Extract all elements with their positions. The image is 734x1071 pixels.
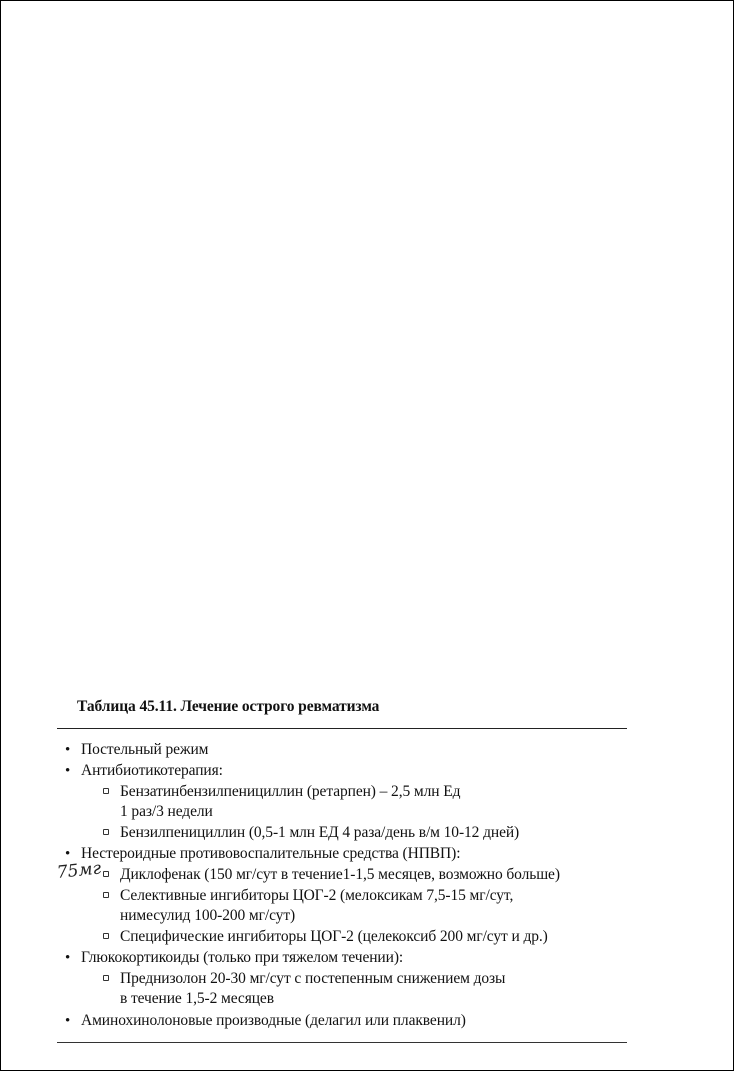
list-item-aminoquinolines: Аминохинолоновые производные (делагил или плаквенил) xyxy=(81,1012,466,1029)
sub-item-benzathine-line2: 1 раз/3 недели xyxy=(120,803,213,820)
sub-item-diclofenac: Диклофенак (150 мг/сут в течение1-1,5 месяцев, возможно больше) xyxy=(120,866,560,883)
sub-item-benzathine-line1: Бензатинбензилпенициллин (ретарпен) – 2,5 млн Ед xyxy=(120,783,461,800)
sub-bullet-icon xyxy=(103,892,109,898)
sub-bullet-icon xyxy=(103,933,109,939)
table-bottom-rule xyxy=(57,1042,627,1043)
sub-bullet-icon xyxy=(103,975,109,981)
sub-item-selective-cox2-line2: нимесулид 100-200 мг/сут) xyxy=(120,907,296,924)
sub-item-prednisolone-line1: Преднизолон 20-30 мг/сут с постепенным снижением дозы xyxy=(120,970,506,987)
bullet-icon: • xyxy=(65,950,71,966)
list-item-antibiotics: Антибиотикотерапия: xyxy=(81,762,223,779)
sub-bullet-icon xyxy=(103,871,109,877)
table-title: Таблица 45.11. Лечение острого ревматизма xyxy=(77,698,380,715)
bullet-icon: • xyxy=(65,763,71,779)
table-top-rule xyxy=(57,728,627,729)
sub-item-benzylpenicillin: Бензилпенициллин (0,5-1 млн ЕД 4 раза/день в/м 10-12 дней) xyxy=(120,824,520,841)
sub-item-selective-cox2-line1: Селективные ингибиторы ЦОГ-2 (мелоксикам 7,5-15 мг/сут, xyxy=(120,887,514,904)
bullet-icon: • xyxy=(65,846,71,862)
sub-bullet-icon xyxy=(103,829,109,835)
list-item-nsaids: Нестероидные противовоспалительные средства (НПВП): xyxy=(81,845,461,862)
list-item-bed-rest: Постельный режим xyxy=(81,741,209,758)
bullet-icon: • xyxy=(65,1013,71,1029)
sub-item-prednisolone-line2: в течение 1,5-2 месяцев xyxy=(120,990,274,1007)
handwritten-annotation: 75мг xyxy=(55,858,103,883)
bullet-icon: • xyxy=(65,742,71,758)
list-item-glucocorticoids: Глюкокортикоиды (только при тяжелом течении): xyxy=(81,949,404,966)
sub-item-specific-cox2: Специфические ингибиторы ЦОГ-2 (целекоксиб 200 мг/сут и др.) xyxy=(120,928,548,945)
sub-bullet-icon xyxy=(103,788,109,794)
